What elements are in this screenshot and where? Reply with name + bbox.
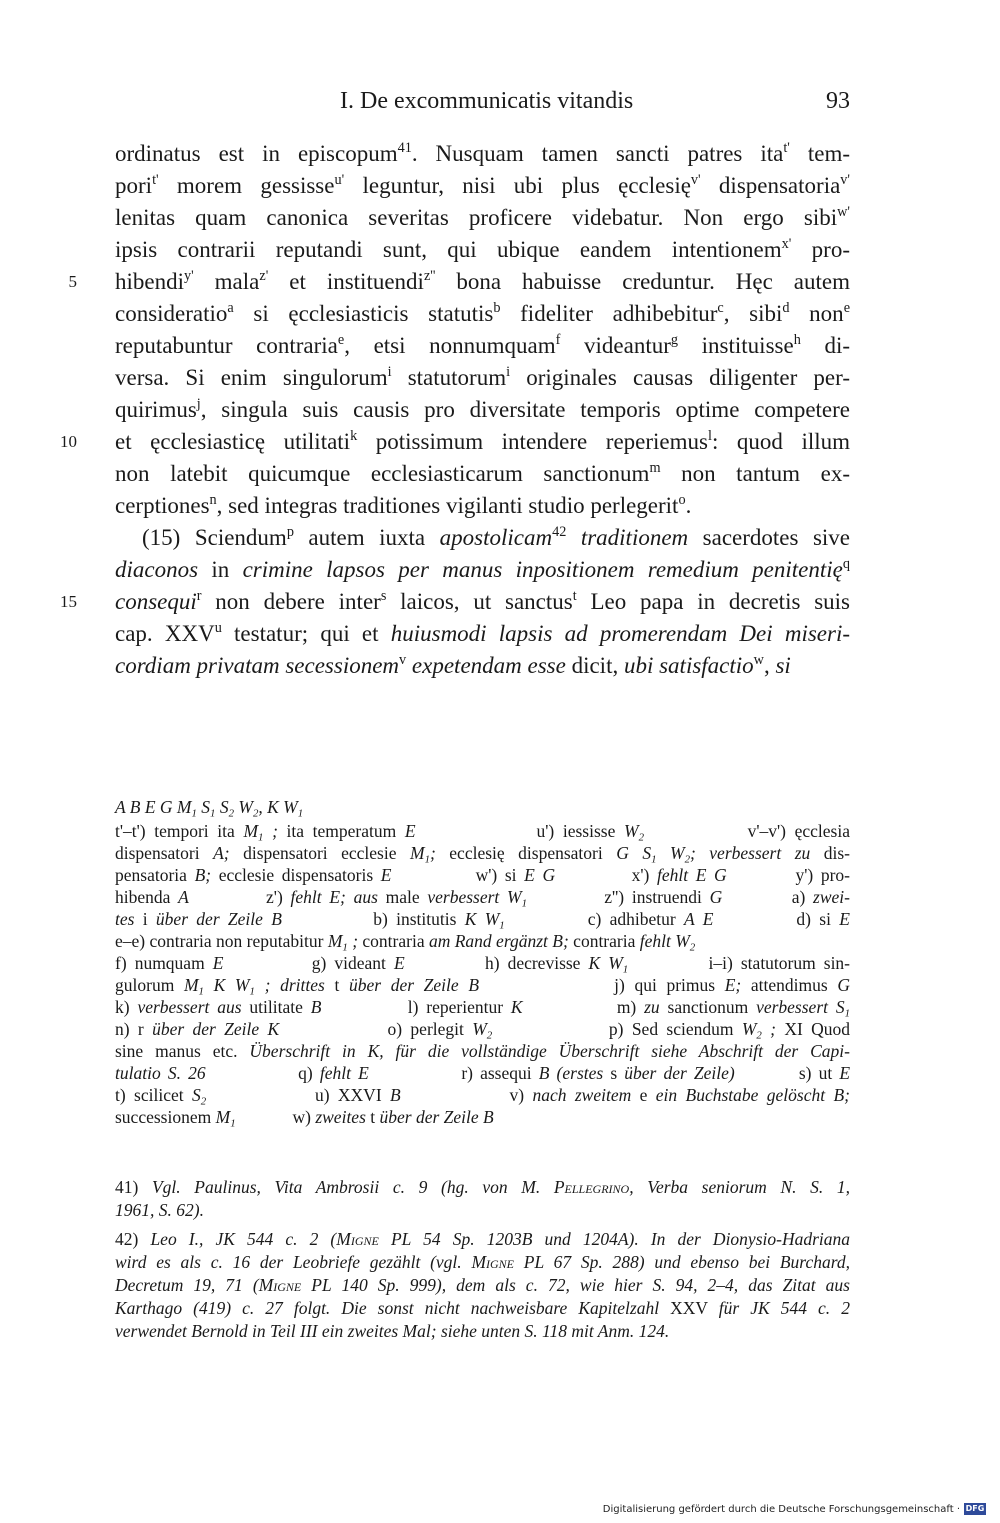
main-text	[60, 138, 851, 682]
apparatus-line: tes i über der Zeile B b) institutis K $W_1$ c) adhibetur A E d) si E	[115, 909, 850, 932]
apparatus-line: pensatoria B; ecclesie dispensatoris E w') si E G x') fehlt E G y') pro-	[115, 865, 850, 885]
footnote-line: 41) Vgl. Paulinus, Vita Ambrosii c. 9 (hg. von M. Pellegrino, Verba seniorum N. S. 1,	[115, 1177, 851, 1197]
text-line: cap. XXV$^u$ testatur; qui et huiusmodi lapsis ad promerendam Dei miseri-	[115, 620, 850, 646]
line-number: 15	[60, 592, 77, 611]
dfg-logo-icon: DFG	[965, 1504, 985, 1513]
text-line: (15) Sciendum$^p$ autem iuxta apostolicam$^{42}$ traditionem sacerdotes sive	[142, 524, 851, 550]
apparatus-line: gulorum $M_1$ K $W_1$ ; drittes t über der Zeile B j) qui primus E; attendimus G	[115, 975, 850, 998]
text-line: ordinatus est in episcopum$^{41}$. Nusquam tamen sancti patres ita$^{t'}$ tem-	[115, 140, 850, 166]
footnote-line: verwendet Bernold in Teil III ein zweites Mal; siehe unten S. 118 mit Anm. 124.	[115, 1321, 670, 1341]
text-line: 5 hibendi$^{y'}$ mala$^{z'}$ et instituendi$^{z''}$ bona habuisse creduntur. Hęc autem	[115, 266, 850, 298]
digitization-credit	[603, 1503, 986, 1515]
line-number: 5	[68, 272, 77, 291]
running-header	[115, 88, 850, 124]
apparatus-line: successionem $M_1$ w) zweites t über der Zeile B	[115, 1107, 494, 1130]
apparatus-line: e–e) contraria non reputabitur $M_1$ ; contraria am Rand ergänzt B; contraria fehlt $W_2$	[115, 931, 696, 954]
running-title: I. De excommunicatis vitandis	[340, 88, 634, 114]
footnote-line: Karthago (419) c. 27 folgt. Die sonst nicht nachweisbare Kapitelzahl XXV für JK 544 c. 2	[115, 1298, 850, 1318]
text-line: reputabuntur contraria$^e$, etsi nonnumquam$^f$ videantur$^g$ instituisse$^h$ di-	[115, 332, 850, 358]
text-line: versa. Si enim singulorum$^i$ statutorum$^i$ originales causas diligenter per-	[115, 364, 850, 390]
apparatus-sigla: A B E G $M_1$ $S_1$ $S_2$ $W_2$, K $W_1$	[115, 797, 304, 820]
apparatus-line: hibenda A z') fehlt E; aus male verbessert $W_1$ z'') instruendi G a) zwei-	[115, 887, 850, 910]
footnote-line: Decretum 19, 71 (Migne PL 140 Sp. 999), dem als c. 72, wie hier S. 94, 2–4, das Zitat aus	[115, 1275, 850, 1295]
text-line: quirimus$^j$, singula suis causis pro diversitate temporis optime competere	[115, 396, 850, 422]
apparatus-line: t'–t') tempori ita $M_1$ ; ita temperatum E u') iessisse $W_2$ v'–v') ęcclesia	[115, 821, 850, 844]
apparatus-line: sine manus etc. Überschrift in K, für die vollständige Überschrift siehe Abschrift der Capi-	[115, 1041, 850, 1061]
credit-text: Digitalisierung gefördert durch die Deutsche Forschungsgemeinschaft ·	[602, 1503, 960, 1515]
text-line: diaconos in crimine lapsos per manus inpositionem remedium penitentię$^q$	[115, 556, 850, 582]
page-number: 93	[826, 88, 850, 114]
text-line: lenitas quam canonica severitas proficere videbatur. Non ergo sibi$^{w'}$	[115, 204, 850, 230]
footnote-line: 1961, S. 62).	[115, 1200, 204, 1220]
text-line: ipsis contrarii reputandi sunt, qui ubique eandem intentionem$^{x'}$ pro-	[115, 236, 850, 262]
text-line: 10 et ęcclesiasticę utilitati$^k$ potissimum intendere reperiemus$^l$: quod illum	[115, 426, 850, 458]
apparatus-line: dispensatori A; dispensatori ecclesie $M_1$; ecclesię dispensatori G $S_1$ $W_2$; verbessert zu dis-	[115, 843, 850, 866]
text-line: consideratio$^a$ si ęcclesiasticis statutis$^b$ fideliter adhibebitur$^c$, sibi$^d$ non$^e$	[115, 300, 851, 326]
apparatus-line: f) numquam E g) videant E h) decrevisse K $W_1$ i–i) statutorum sin-	[115, 953, 851, 976]
apparatus-line: k) verbessert aus utilitate B l) reperientur K m) zu sanctionum verbessert $S_1$	[115, 997, 851, 1020]
apparatus-line: n) r über der Zeile K o) perlegit $W_2$ p) Sed sciendum $W_2$ ; XI Quod	[115, 1019, 851, 1042]
text-line: 15 consequi$^r$ non debere inter$^s$ laicos, ut sanctus$^t$ Leo papa in decretis suis	[115, 586, 850, 618]
footnotes	[115, 1176, 850, 1343]
text-line: pori$^{t'}$ morem gessisse$^{u'}$ leguntur, nisi ubi plus ęcclesię$^{v'}$ dispensatoria$^{v'}$	[115, 172, 850, 198]
apparatus-line: t) scilicet $S_2$ u) XXVI B v) nach zweitem e ein Buchstabe gelöscht B;	[115, 1085, 850, 1108]
apparatus-line: tulatio S. 26 q) fehlt E r) assequi B (erstes s über der Zeile) s) ut E	[115, 1063, 851, 1083]
critical-apparatus	[115, 796, 850, 1128]
line-number: 10	[60, 432, 77, 451]
footnote-line: wird es als c. 16 der Leobriefe gezählt (vgl. Migne PL 67 Sp. 288) und ebenso bei Burchard,	[115, 1252, 851, 1272]
text-line: non latebit quicumque ecclesiasticarum sanctionum$^m$ non tantum ex-	[115, 460, 850, 486]
footnote-line: 42) Leo I., JK 544 c. 2 (Migne PL 54 Sp. 1203B und 1204A). In der Dionysio-Hadriana	[115, 1229, 851, 1249]
text-line: cordiam privatam secessionem$^v$ expetendam esse dicit, ubi satisfactio$^w$, si	[115, 652, 791, 678]
text-line: cerptiones$^n$, sed integras traditiones vigilanti studio perlegerit$^o$.	[115, 492, 692, 518]
